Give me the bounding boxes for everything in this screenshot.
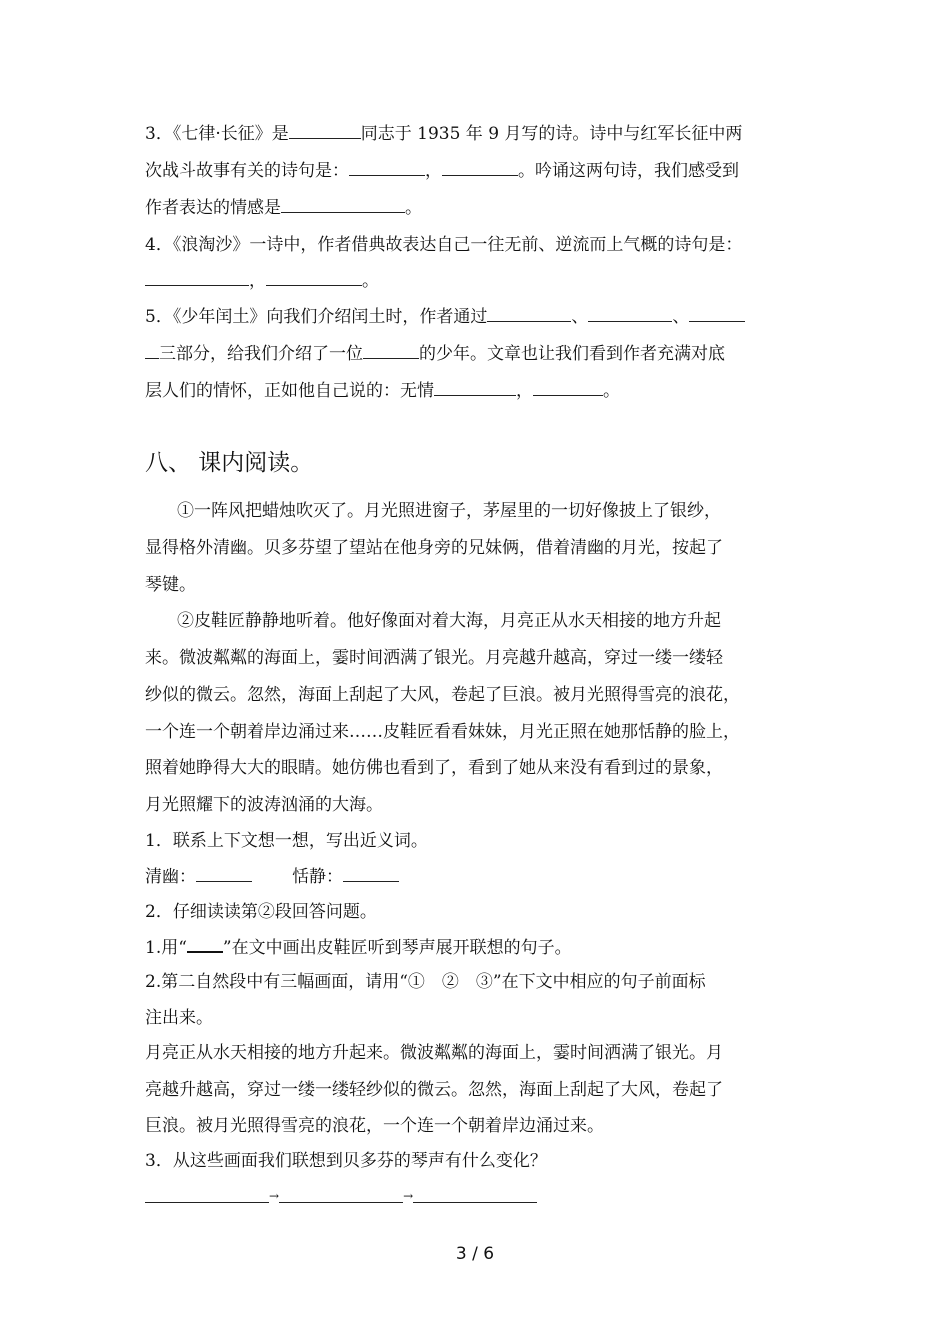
q5-text: 、	[571, 307, 589, 327]
passage-para-1-line: 琴键。	[145, 575, 196, 595]
underline-sample	[187, 937, 223, 953]
answer-blank[interactable]	[196, 867, 252, 882]
answer-blank[interactable]	[289, 124, 361, 139]
q4-line-1	[145, 235, 742, 255]
q4-text: 。	[362, 271, 379, 291]
passage-para-2-line: 照着她睁得大大的眼睛。她仿佛也看到了，看到了她从来没有看到过的景象，	[145, 758, 723, 778]
q4-text: 4．《浪淘沙》一诗中，作者借典故表达自己一往无前、逆流而上气概的诗句是：	[145, 235, 743, 255]
reading-q2-passage-line: 巨浪。被月光照得雪亮的浪花，一个连一个朝着岸边涌过来。	[145, 1116, 604, 1136]
q4-text: ，	[249, 271, 266, 291]
reading-q1-answers	[145, 867, 399, 887]
q3-text: 同志于 1935 年 9 月写的诗。诗中与红军长征中两	[360, 124, 743, 144]
reading-q2-sub1	[145, 937, 572, 958]
q5-text: ，	[516, 381, 533, 401]
answer-blank[interactable]	[442, 161, 518, 176]
answer-blank[interactable]	[281, 198, 405, 213]
reading-q2-sub2-line: 2.第二自然段中有三幅画面，请用“① ② ③”在下文中相应的句子前面标	[145, 972, 706, 992]
q5-text: 三部分，给我们介绍了一位	[159, 344, 363, 364]
passage-para-2-line: ②皮鞋匠静静地听着。他好像面对着大海，月亮正从水天相接的地方升起	[177, 611, 721, 631]
reading-q2-sub2-line: 注出来。	[145, 1008, 213, 1028]
arrow-right-icon: →	[403, 1189, 414, 1203]
reading-q2-passage-line: 亮越升越高，穿过一缕一缕轻纱似的微云。忽然，海面上刮起了大风，卷起了	[145, 1080, 723, 1100]
q5-line-2	[145, 344, 725, 364]
q3-line-3	[145, 198, 422, 218]
q2-text: ”在文中画出皮鞋匠听到琴声展开联想的句子。	[222, 938, 572, 958]
passage-para-1-line: 显得格外清幽。贝多芬望了望站在他身旁的兄妹俩，借着清幽的月光，按起了	[145, 538, 723, 558]
passage-para-2-line: 一个连一个朝着岸边涌过来……皮鞋匠看看妹妹，月光正照在她那恬静的脸上，	[145, 722, 740, 742]
q5-text: 。	[603, 381, 620, 401]
answer-blank[interactable]	[279, 1188, 403, 1203]
answer-blank[interactable]	[487, 307, 571, 322]
answer-blank[interactable]	[689, 307, 745, 322]
q3-text: 。	[405, 198, 422, 218]
q3-line-1	[145, 124, 742, 144]
answer-blank[interactable]	[413, 1188, 537, 1203]
q3-text: ，	[425, 161, 442, 181]
q3-text: 。吟诵这两句诗，我们感受到	[518, 161, 739, 181]
answer-blank[interactable]	[145, 1188, 269, 1203]
passage-para-2-line: 来。微波粼粼的海面上，霎时间洒满了银光。月亮越升越高，穿过一缕一缕轻	[145, 648, 723, 668]
answer-blank[interactable]	[434, 381, 516, 396]
synonym-label: 清幽：	[145, 867, 196, 887]
answer-blank[interactable]	[343, 867, 399, 882]
q5-line-1	[145, 307, 745, 327]
q2-text: 1.用“	[145, 938, 187, 958]
q5-text: 5．《少年闰土》向我们介绍闰土时，作者通过	[145, 307, 488, 327]
answer-blank[interactable]	[349, 161, 425, 176]
answer-blank[interactable]	[145, 271, 249, 286]
q5-line-3	[145, 381, 620, 401]
answer-blank[interactable]	[588, 307, 672, 322]
page-number: 3 / 6	[455, 1244, 495, 1264]
reading-q2-title: 2．仔细读读第②段回答问题。	[145, 902, 377, 922]
synonym-label: 恬静：	[292, 867, 343, 887]
reading-q1-title: 1．联系上下文想一想，写出近义词。	[145, 831, 428, 851]
q3-text: 次战斗故事有关的诗句是：	[145, 161, 349, 181]
passage-para-2-line: 纱似的微云。忽然，海面上刮起了大风，卷起了巨浪。被月光照得雪亮的浪花，	[145, 685, 740, 705]
q3-line-2	[145, 161, 739, 181]
answer-blank[interactable]	[533, 381, 603, 396]
q5-text: 层人们的情怀，正如他自己说的：无情	[145, 381, 434, 401]
q3-text: 作者表达的情感是	[145, 198, 281, 218]
section-heading: 八、 课内阅读。	[145, 450, 314, 476]
q5-text: 、	[672, 307, 690, 327]
q5-text: 的少年。文章也让我们看到作者充满对底	[419, 344, 725, 364]
answer-blank[interactable]	[363, 344, 419, 359]
reading-q3-answers	[145, 1186, 537, 1208]
reading-q2-passage-line: 月亮正从水天相接的地方升起来。微波粼粼的海面上，霎时间洒满了银光。月	[145, 1043, 723, 1063]
passage-para-1-line: ①一阵风把蜡烛吹灭了。月光照进窗子，茅屋里的一切好像披上了银纱，	[177, 501, 721, 521]
q3-text: 3．《七律·长征》是	[145, 124, 289, 144]
passage-para-2-line: 月光照耀下的波涛汹涌的大海。	[145, 795, 383, 815]
answer-blank[interactable]	[266, 271, 362, 286]
answer-blank[interactable]	[145, 344, 159, 359]
q4-line-2	[145, 271, 379, 291]
reading-q3-title: 3．从这些画面我们联想到贝多芬的琴声有什么变化？	[145, 1151, 547, 1171]
arrow-right-icon: →	[269, 1189, 280, 1203]
